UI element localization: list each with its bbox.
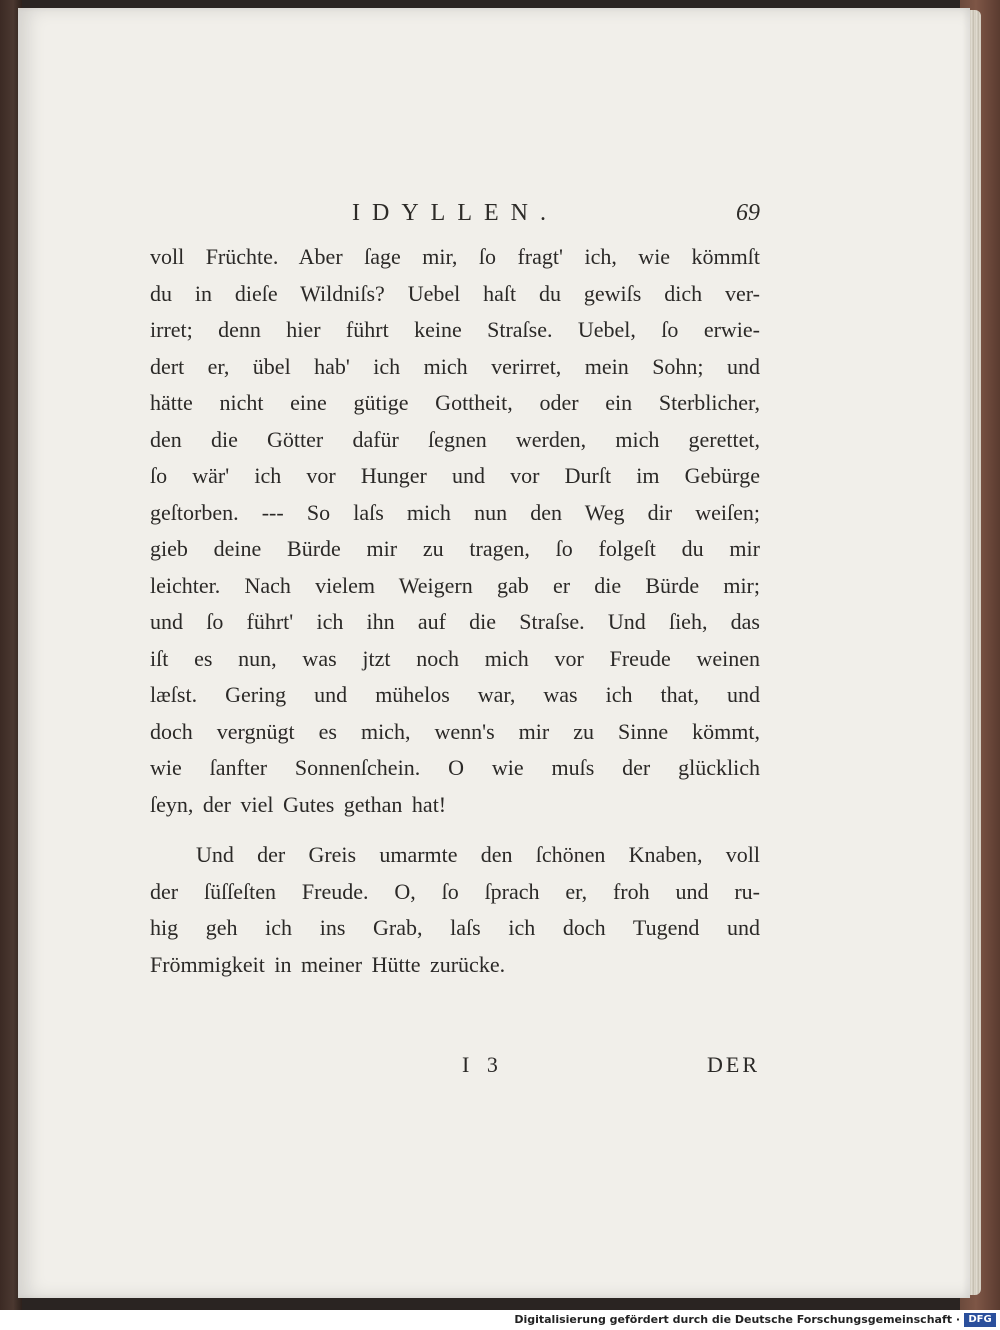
text-line: leichter. Nach vielem Weigern gab er die Bürde mir;	[150, 572, 760, 598]
paragraph-1	[150, 239, 760, 823]
text-line: iſt es nun, was jtzt noch mich vor Freude weinen	[150, 645, 760, 671]
text-line: Und der Greis umarmte den ſchönen Knaben, voll	[196, 842, 760, 867]
text-line: den die Götter dafür ſegnen werden, mich gerettet,	[150, 426, 760, 452]
text-line: geſtorben. --- So laſs mich nun den Weg dir weiſen;	[150, 499, 760, 525]
running-head	[150, 200, 760, 234]
text-line: und ſo führt' ich ihn auf die Straſse. Und ſieh, das	[150, 609, 760, 634]
page-footer	[150, 1052, 760, 1088]
signature-mark: I 3	[462, 1052, 504, 1077]
text-line: læſst. Gering und mühelos war, was ich that, und	[150, 682, 760, 707]
text-line: hätte nicht eine gütige Gottheit, oder ein Sterblicher,	[150, 390, 760, 415]
text-line: ſo wär' ich vor Hunger und vor Durſt im Gebürge	[150, 463, 760, 488]
page-number: 69	[736, 200, 760, 226]
text-line: doch vergnügt es mich, wenn's mir zu Sinne kömmt,	[150, 718, 760, 744]
text-line: irret; denn hier führt keine Straſse. Uebel, ſo erwie-	[150, 317, 760, 342]
text-line: dert er, übel hab' ich mich verirret, mein Sohn; und	[150, 353, 760, 379]
body-text	[150, 239, 760, 983]
text-line: wie ſanfter Sonnenſchein. O wie muſs der glücklich	[150, 755, 760, 780]
paragraph-2	[150, 837, 760, 983]
credit-text: Digitalisierung gefördert durch die Deutsche Forschungsgemeinschaft ·	[514, 1313, 960, 1326]
text-line: du in dieſe Wildniſs? Uebel haſt du gewiſs dich ver-	[150, 280, 760, 306]
catchword: DER	[707, 1052, 760, 1077]
text-line: voll Früchte. Aber ſage mir, ſo fragt' ich, wie kömmſt	[150, 244, 760, 269]
text-line: der ſüſſeſten Freude. O, ſo ſprach er, froh und ru-	[150, 878, 760, 904]
credit-bar	[0, 1310, 1000, 1330]
text-line: ſeyn, der viel Gutes gethan hat!	[150, 791, 447, 817]
text-line: hig geh ich ins Grab, laſs ich doch Tugend und	[150, 915, 760, 940]
dfg-logo-icon: DFG	[964, 1313, 996, 1327]
text-line: gieb deine Bürde mir zu tragen, ſo folgeſt du mir	[150, 536, 760, 561]
running-head-title: IDYLLEN.	[352, 200, 558, 226]
text-line: Frömmigkeit in meiner Hütte zurücke.	[150, 951, 506, 977]
